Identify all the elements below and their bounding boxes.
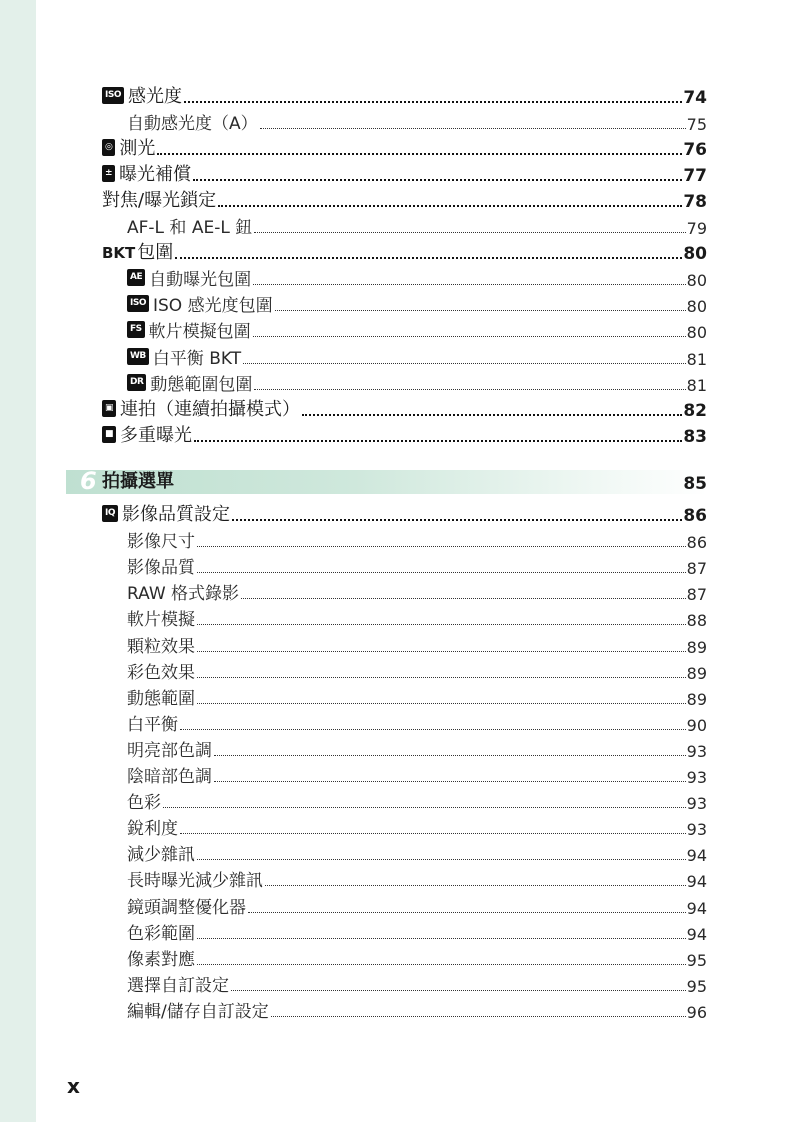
dot-leader	[194, 440, 682, 442]
dot-leader	[175, 257, 682, 259]
dot-leader	[197, 938, 686, 939]
toc-entry-title: 連拍（連續拍攝模式）	[120, 398, 301, 420]
toc-entry[interactable]	[102, 82, 707, 108]
toc-entry-page: 86	[686, 533, 707, 553]
exposure-compensation-icon: ±	[102, 165, 115, 182]
toc-entry[interactable]	[102, 160, 707, 186]
toc-entry-title: AF-L 和 AE-L 鈕	[127, 218, 253, 239]
toc-entry-page: 89	[686, 689, 707, 709]
toc-entry-label-group	[127, 579, 239, 604]
dot-leader	[197, 572, 686, 573]
toc-entry[interactable]	[127, 865, 707, 891]
toc-entry-page: 80	[686, 271, 707, 291]
toc-entry-label-group	[102, 186, 216, 212]
toc-entry-page: 94	[686, 846, 707, 866]
toc-entry-label-group	[127, 632, 195, 657]
toc-entry-label-group	[127, 109, 258, 134]
toc-entry[interactable]	[127, 918, 707, 944]
toc-entry-label-group	[127, 945, 195, 970]
toc-entry-page: 90	[686, 715, 707, 735]
toc-entry-page: 88	[686, 611, 707, 631]
toc-entry-label-group	[127, 658, 195, 683]
toc-entry-label-group	[127, 605, 195, 630]
toc-entry-title: 白平衡	[127, 714, 178, 735]
toc-entry-page: 76	[683, 140, 707, 161]
toc-entry-page: 87	[686, 585, 707, 605]
toc-entry-page: 81	[686, 375, 707, 395]
toc-entry[interactable]	[127, 813, 707, 839]
toc-entry-page: 75	[686, 115, 707, 135]
bkt-label: BKT	[102, 244, 136, 263]
iso-bracketing-icon: ISO	[127, 295, 149, 312]
toc-entry[interactable]	[127, 290, 707, 316]
toc-entry-title: 對焦/曝光鎖定	[102, 190, 217, 212]
dot-leader	[214, 781, 686, 782]
dot-leader	[265, 885, 686, 886]
dot-leader	[184, 101, 682, 103]
toc-entry-label-group	[127, 840, 195, 865]
toc-entry-label-group	[127, 971, 229, 996]
toc-entry-page: 93	[686, 794, 707, 814]
toc-entry-label-group	[127, 893, 246, 918]
dot-leader	[241, 598, 686, 599]
toc-entry[interactable]	[102, 500, 707, 526]
toc-entry-page: 94	[686, 924, 707, 944]
toc-entry-title: 陰暗部色調	[127, 767, 212, 787]
dot-leader	[218, 205, 682, 207]
toc-entry-page: 93	[686, 768, 707, 787]
toc-entry-page: 94	[686, 872, 707, 892]
toc-entry-title: 編輯/儲存自訂設定	[127, 1001, 269, 1022]
toc-entry[interactable]	[127, 970, 707, 996]
dot-leader	[214, 755, 686, 756]
toc-entry-title: 選擇自訂設定	[127, 975, 229, 996]
toc-entry-page: 94	[686, 898, 707, 918]
toc-entry[interactable]	[127, 604, 707, 630]
toc-entry-title: 白平衡 BKT	[152, 348, 242, 369]
toc-entry-title: 明亮部色調	[127, 740, 212, 761]
toc-entry-label-group	[127, 762, 212, 787]
toc-entry[interactable]	[102, 421, 707, 447]
toc-entry-title: 軟片模擬	[127, 610, 195, 631]
dot-leader	[197, 703, 686, 704]
toc-entry-label-group	[127, 553, 195, 578]
toc-entry-page: 81	[686, 349, 707, 369]
continuous-shooting-icon: ▣	[102, 400, 116, 417]
toc-entry-label-group	[102, 160, 191, 186]
toc-entry-title: 自動曝光包圍	[149, 270, 252, 291]
toc-entry-label-group	[127, 710, 178, 735]
dot-leader	[248, 912, 686, 913]
toc-entry-title: 感光度	[127, 86, 182, 107]
dynamic-range-bracketing-icon: DR	[127, 374, 146, 391]
iso-icon: ISO	[102, 87, 124, 104]
dot-leader	[231, 990, 686, 991]
toc-entry-title: 減少雜訊	[127, 845, 195, 866]
dot-leader	[232, 519, 682, 521]
toc-entry-page: 78	[683, 192, 707, 213]
toc-entry-page: 83	[683, 426, 707, 447]
toc-entry-title: 色彩	[127, 793, 161, 814]
toc-entry-title: ISO 感光度包圍	[152, 296, 273, 317]
toc-entry-label-group	[127, 370, 252, 395]
toc-entry[interactable]	[127, 264, 707, 290]
section-title: 拍攝選單	[102, 471, 174, 492]
toc-entry[interactable]	[127, 108, 707, 134]
toc-entry[interactable]	[127, 839, 707, 865]
toc-entry-title: 曝光補償	[119, 164, 192, 186]
toc-entry-title: 顆粒效果	[127, 636, 195, 657]
toc-entry-title: 影像尺寸	[127, 532, 195, 553]
toc-entry-label-group	[127, 919, 195, 944]
toc-entry-page: 86	[683, 506, 707, 526]
toc-entry-label-group	[102, 421, 192, 447]
ae-bracketing-icon: AE	[127, 269, 145, 286]
toc-entry[interactable]	[127, 735, 707, 761]
toc-entry-title: 動態範圍包圍	[150, 374, 253, 395]
toc-entry-page: 95	[686, 950, 707, 970]
dot-leader	[197, 677, 686, 678]
toc-entry-label-group	[127, 344, 241, 369]
metering-icon: ◎	[102, 139, 115, 156]
toc-entry[interactable]	[102, 134, 707, 160]
toc-entry[interactable]	[127, 761, 707, 787]
dot-leader	[302, 414, 682, 416]
toc-entry[interactable]	[127, 343, 707, 369]
toc-entry[interactable]	[102, 238, 707, 264]
film-simulation-bracketing-icon: FS	[127, 321, 145, 338]
toc-entry-label-group	[102, 82, 182, 108]
toc-entry-title: 彩色效果	[127, 662, 195, 683]
toc-entry-title: RAW 格式錄影	[127, 584, 240, 605]
dot-leader	[271, 1016, 686, 1017]
toc-entry-page: 89	[686, 637, 707, 657]
dot-leader	[254, 389, 685, 390]
toc-entry-page: 95	[686, 976, 707, 996]
page-number: x	[67, 1074, 80, 1098]
toc-entry-label-group	[102, 238, 173, 264]
white-balance-bracketing-icon: WB	[127, 348, 149, 365]
toc-entry[interactable]	[127, 631, 707, 657]
toc-entry-label-group	[127, 736, 212, 761]
dot-leader	[197, 964, 686, 965]
toc-entry-label-group	[127, 788, 161, 813]
toc-entry-page: 82	[683, 400, 707, 421]
toc-entry-label-group	[127, 317, 251, 342]
toc-entry-title: 像素對應	[127, 949, 195, 970]
toc-entry[interactable]	[127, 657, 707, 683]
multiple-exposure-icon: ■	[102, 426, 116, 443]
dot-leader	[180, 729, 686, 730]
toc-entry-label-group	[127, 866, 263, 891]
toc-entry-title: 影像品質	[127, 558, 195, 579]
toc-entry[interactable]	[127, 787, 707, 813]
image-quality-icon: IQ	[102, 505, 118, 522]
toc-entry-title: 動態範圍	[127, 688, 195, 709]
toc-entry-page: 87	[686, 559, 707, 579]
toc-entry[interactable]	[127, 526, 707, 552]
toc-entry[interactable]	[127, 369, 707, 395]
dot-leader	[254, 232, 685, 233]
toc-entry-label-group	[127, 814, 178, 839]
dot-leader	[163, 807, 686, 808]
toc-entry[interactable]	[102, 395, 707, 421]
toc-entry[interactable]	[127, 709, 707, 735]
dot-leader	[243, 363, 686, 364]
toc-entry-title: 鏡頭調整優化器	[127, 897, 246, 918]
dot-leader	[197, 546, 686, 547]
toc-entry-label-group	[127, 265, 251, 290]
toc-entry-title: 長時曝光減少雜訊	[127, 871, 263, 892]
dot-leader	[275, 310, 686, 311]
toc-entry-page: 77	[683, 166, 707, 187]
toc-entry-page: 93	[686, 741, 707, 761]
toc-entry[interactable]	[127, 683, 707, 709]
dot-leader	[157, 153, 682, 155]
toc-entry-page: 96	[686, 1002, 707, 1022]
section-number: 6	[80, 467, 97, 495]
toc-entry-page: 89	[686, 663, 707, 683]
dot-leader	[193, 179, 682, 181]
toc-entry-page: 74	[683, 88, 707, 108]
toc-entry[interactable]	[102, 186, 707, 212]
toc-entry[interactable]	[127, 552, 707, 578]
toc-entry-label-group	[127, 997, 269, 1022]
toc-entry-page: 79	[686, 219, 707, 239]
toc-entry-label-group	[127, 527, 195, 552]
toc-entry-label-group	[102, 395, 300, 421]
toc-entry[interactable]	[127, 578, 707, 604]
toc-entry-label-group	[127, 291, 273, 316]
toc-entry-page: 80	[686, 297, 707, 317]
toc-entry-title: 多重曝光	[120, 424, 193, 446]
toc-entry[interactable]	[127, 996, 707, 1022]
toc-entry-page: 80	[686, 323, 707, 343]
toc-entry-title: 包圍	[137, 242, 174, 264]
dot-leader	[180, 833, 686, 834]
toc-entry[interactable]	[127, 316, 707, 342]
toc-entry-title: 銳利度	[127, 819, 178, 840]
toc-entry-title: 色彩範圍	[127, 923, 195, 944]
side-band	[0, 0, 36, 1122]
section-page-number: 85	[683, 474, 707, 494]
toc-entry-page: 80	[683, 244, 707, 265]
toc-entry-title: 影像品質設定	[122, 504, 230, 525]
toc-entry[interactable]	[127, 944, 707, 970]
toc-entry-page: 93	[686, 820, 707, 840]
dot-leader	[197, 859, 686, 860]
toc-entry-title: 自動感光度（A）	[127, 114, 258, 135]
toc-entry-title: 測光	[119, 138, 156, 160]
toc-entry-title: 軟片模擬包圍	[148, 322, 251, 343]
toc-entry-label-group	[102, 500, 230, 526]
dot-leader	[253, 284, 686, 285]
dot-leader	[260, 128, 686, 129]
toc-entry-label-group	[127, 213, 252, 238]
toc-entry-label-group	[127, 684, 195, 709]
dot-leader	[197, 624, 686, 625]
toc-entry[interactable]	[127, 212, 707, 238]
toc-entry[interactable]	[127, 892, 707, 918]
dot-leader	[253, 336, 686, 337]
dot-leader	[197, 651, 686, 652]
toc-entry-label-group	[102, 134, 155, 160]
